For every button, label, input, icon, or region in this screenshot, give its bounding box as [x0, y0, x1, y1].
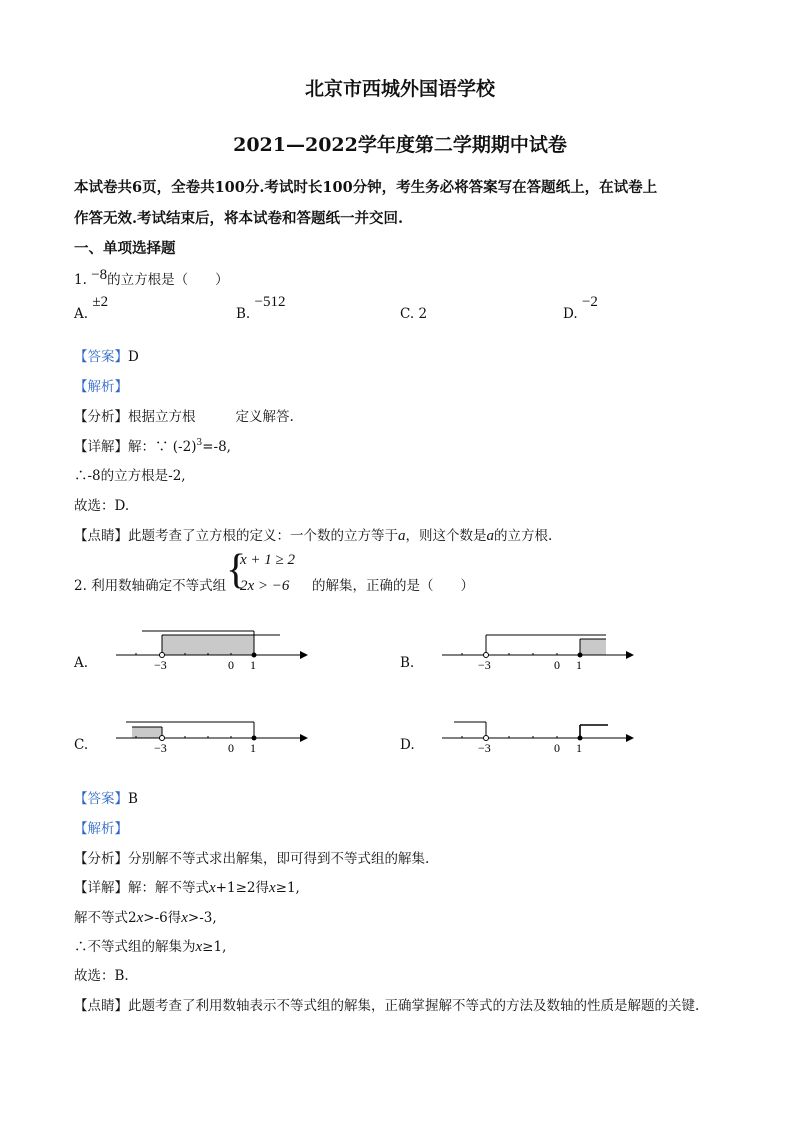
axis-arrow: [626, 734, 634, 742]
axis-arrow: [626, 651, 634, 659]
axis-arrow: [300, 651, 308, 659]
q2-detail-line-3: [74, 935, 226, 956]
comment-tag: 【点睛】: [74, 528, 128, 544]
q2-fenxi: [74, 847, 429, 867]
tick-label: −3: [154, 658, 167, 672]
option-value: 2: [418, 306, 428, 322]
option-label: C.: [400, 306, 415, 322]
q1-stem-text: 的立方根是（ ）: [107, 272, 229, 288]
q2-option-b-label: B.: [400, 655, 415, 671]
q2-option-a-label: A.: [74, 655, 89, 671]
school-name: 北京市西城外国语学校: [304, 78, 495, 100]
open-point: [484, 653, 489, 658]
detail-text: 解：解不等式: [128, 880, 209, 896]
q2-detail-line-4: 故选：B.: [74, 968, 129, 984]
q2-analysis-tag: 【解析】: [74, 821, 128, 837]
option-label: B.: [236, 306, 251, 322]
detail-tag: 【详解】: [74, 880, 128, 896]
comment-text: 此题考查了立方根的定义：一个数的立方等于: [128, 528, 398, 544]
detail-text: ∴不等式组的解集为: [74, 939, 196, 955]
comment-text: 此题考查了利用数轴表示不等式组的解集，正确掌握解不等式的方法及数轴的性质是解题的关键.: [128, 998, 700, 1014]
answer-value: D: [128, 349, 139, 365]
tick-label: 1: [250, 658, 256, 672]
q2-option-d-label: D.: [400, 737, 415, 753]
detail-var: x: [195, 939, 203, 955]
tick-label: 1: [250, 741, 256, 755]
open-point: [160, 653, 165, 658]
detail-var: x: [268, 880, 276, 896]
option-label: D.: [563, 306, 578, 322]
system-brace: {: [226, 547, 247, 593]
detail-text: ≥1,: [275, 880, 300, 896]
answer-tag: 【答案】: [74, 349, 128, 365]
number-line-a: [110, 622, 310, 672]
tick-label: 0: [554, 741, 560, 755]
q2-option-c-label: C.: [74, 737, 89, 753]
detail-tag: 【详解】: [74, 439, 128, 455]
q1-math: −8: [91, 267, 108, 283]
q2-comment: [74, 994, 699, 1014]
option-value: −2: [581, 294, 598, 310]
detail-text-2: =-8,: [202, 439, 231, 455]
q1-detail-line-3: 故选：D.: [74, 498, 130, 514]
q1-option-d: [563, 294, 598, 323]
detail-exponent: 3: [196, 438, 203, 448]
tick-label: 0: [228, 658, 234, 672]
answer-tag: 【答案】: [74, 791, 128, 807]
tick-label: −3: [478, 741, 491, 755]
q1-option-c: [400, 306, 427, 322]
shaded-region: [580, 639, 606, 655]
closed-point: [578, 736, 583, 741]
q1-answer: [74, 345, 139, 365]
tick-label: 1: [576, 658, 582, 672]
detail-text: 解不等式2: [74, 910, 137, 926]
comment-text-2: ，则这个数是: [405, 528, 487, 544]
closed-point: [252, 653, 257, 658]
detail-text: 解：∵ (-2): [128, 439, 197, 455]
closed-point: [252, 736, 257, 741]
q1-number: 1.: [74, 272, 87, 288]
tick-label: −3: [478, 658, 491, 672]
fenxi-tag: 【分析】: [74, 851, 128, 867]
number-line-b: [436, 622, 636, 672]
shaded-region: [162, 635, 254, 655]
q2-stem: [74, 574, 226, 594]
fenxi-tag: 【分析】: [74, 409, 128, 425]
number-line-c: [110, 705, 310, 755]
closed-point: [578, 653, 583, 658]
comment-text-3: 的立方根.: [494, 528, 553, 544]
instructions-line-1: 本试卷共6页，全卷共100分.考试时长100分钟，考生务必将答案写在答题纸上，在试卷上: [74, 179, 658, 196]
q1-comment: [74, 524, 552, 545]
tick-label: −3: [154, 741, 167, 755]
tick-label: 1: [576, 741, 582, 755]
q1-option-b: [236, 294, 286, 323]
inequality-2: 2x > −6: [240, 578, 290, 594]
q1-detail-line-2: ∴-8的立方根是-2,: [74, 468, 186, 484]
q1-fenxi: [74, 405, 294, 425]
comment-tag: 【点睛】: [74, 998, 128, 1014]
detail-text: >-3,: [187, 910, 217, 926]
tick-label: 0: [228, 741, 234, 755]
option-value: ±2: [92, 294, 109, 310]
comment-var: a: [398, 528, 406, 544]
fenxi-text-2: 定义解答.: [235, 409, 294, 425]
detail-var: x: [181, 910, 188, 926]
answer-value: B: [128, 791, 138, 807]
fenxi-text: 根据立方根: [128, 409, 196, 425]
instructions-line-2: 作答无效.考试结束后，将本试卷和答题纸一并交回.: [74, 210, 404, 227]
q2-stem-text: 利用数轴确定不等式组: [91, 578, 227, 594]
open-point: [160, 736, 165, 741]
option-value: −512: [254, 294, 286, 310]
detail-var: x: [136, 910, 144, 926]
q1-stem: [74, 268, 229, 289]
q2-stem-text-2: 的解集，正确的是（ ）: [312, 578, 474, 594]
q2-number: 2.: [74, 578, 87, 594]
axis-arrow: [300, 734, 308, 742]
section-heading: 一、单项选择题: [74, 240, 176, 257]
q1-analysis-tag: 【解析】: [74, 379, 128, 395]
number-line-d: [436, 705, 636, 755]
q1-detail: [74, 435, 231, 455]
tick-label: 0: [554, 658, 560, 672]
detail-text: +1≥2得: [215, 880, 269, 896]
q1-option-a: [74, 294, 109, 323]
open-point: [484, 736, 489, 741]
fenxi-text: 分别解不等式求出解集，即可得到不等式组的解集.: [128, 851, 430, 867]
q2-detail: [74, 876, 300, 897]
exam-title: 2021—2022学年度第二学期期中试卷: [233, 134, 567, 156]
q2-answer: [74, 787, 138, 807]
detail-text: >-6得: [143, 910, 182, 926]
detail-text: ≥1,: [202, 939, 227, 955]
detail-var: x: [209, 880, 216, 896]
comment-var-2: a: [486, 528, 494, 544]
q2-detail-line-2: [74, 906, 217, 927]
inequality-1: x + 1 ≥ 2: [240, 552, 296, 568]
option-label: A.: [74, 306, 89, 322]
